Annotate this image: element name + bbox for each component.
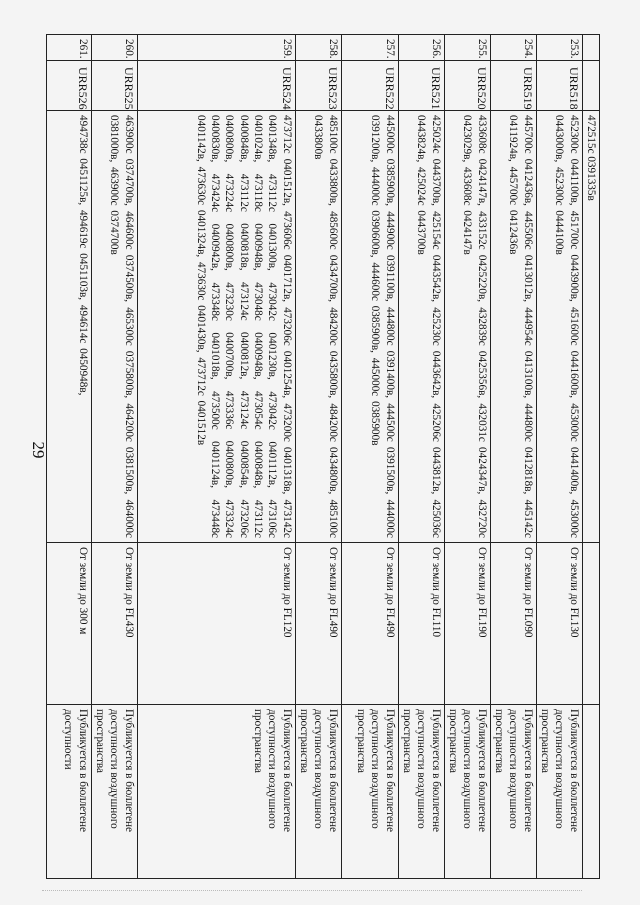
table-row [341, 35, 398, 879]
continuation-row [582, 35, 599, 879]
altitude-limits: От земли до FL190 [444, 543, 490, 705]
zone-coordinates: 452300с 0441100в, 451700с 0443900в, 451600с 0441600в, 453000с 0441400в, 453000с 0443000в, 452300с 0444100в [536, 111, 582, 543]
zone-code: URR525 [91, 61, 137, 111]
table-row [536, 35, 582, 879]
altitude-limits: От земли до FL130 [536, 543, 582, 705]
zone-code: URR523 [295, 61, 341, 111]
zone-coordinates: 445700с 0412436в, 445506с 0413012в, 444954с 0413100в, 444800с 0412818в, 445142с 0411924в, 445700с 0412436в [490, 111, 536, 543]
zone-code: URR518 [536, 61, 582, 111]
row-number: 255. [444, 35, 490, 61]
table-row [444, 35, 490, 879]
zone-coordinates: 485100с 0433800в, 485600с 0434700в, 484200с 0435800в, 484200с 0434800в, 485100с 0433800в [295, 111, 341, 543]
altitude-limits: От земли до FL490 [295, 543, 341, 705]
publication-note: Публикуется в бюллетене доступности воздушного пространства [137, 705, 295, 879]
zone-code: URR522 [341, 61, 398, 111]
zone-code: URR524 [137, 61, 295, 111]
zone-coordinates: 445000с 0385900в, 444900с 0391100в, 444800с 0391400в, 444500с 0391500в, 444000с 0391200в, 444000с 0390600в, 444600с 0385900в, 445000с 0385900в [341, 111, 398, 543]
publication-note: Публикуется в бюллетене доступности [46, 705, 91, 879]
altitude-limits: От земли до 300 м [46, 543, 91, 705]
zone-coordinates: 473712с 0401512в, 473606с 0401712в, 473206с 0401254в, 473200с 0401318в, 473142с 0401348в, 473112с 0401300в, 473042с 0401230в, 473042с 0401112в, 473106с 0401024в, 473118с 0400948в, 473048с 0400948в, 473054с 0400848в, 473112с 0400848в, 473112с 0400818в, 473124с 0400812в, 473124с 0400854в, 473206с 0400800в, 473224с 0400800в, 473230с 0400700в, 473336с 0400800в, 473324с 0400830в, 473424с 0400942в, 473348с 0401018в, 473500с 0401124в, 473448с 0401142в, 473630с 0401324в, 473630с 0401430в, 473712с 0401512в [137, 111, 295, 543]
publication-note: Публикуется в бюллетене доступности воздушного пространства [91, 705, 137, 879]
table-row [91, 35, 137, 879]
row-number: 258. [295, 35, 341, 61]
row-number: 260. [91, 35, 137, 61]
zone-coordinates: 494738с 0451125в, 494619с 0451103в, 494614с 0450948в, [46, 111, 91, 543]
rotated-table-wrapper [62, 34, 600, 878]
row-number: 254. [490, 35, 536, 61]
altitude-limits: От земли до FL430 [91, 543, 137, 705]
publication-note: Публикуется в бюллетене доступности воздушного пространства [536, 705, 582, 879]
continuation-coords: 472515с 0391335в [582, 111, 599, 543]
publication-note: Публикуется в бюллетене доступности воздушного пространства [398, 705, 444, 879]
publication-note: Публикуется в бюллетене доступности воздушного пространства [444, 705, 490, 879]
zone-code: URR519 [490, 61, 536, 111]
row-number: 256. [398, 35, 444, 61]
publication-note: Публикуется в бюллетене доступности воздушного пространства [295, 705, 341, 879]
table-row [398, 35, 444, 879]
altitude-limits: От земли до FL110 [398, 543, 444, 705]
publication-note: Публикуется в бюллетене доступности воздушного пространства [490, 705, 536, 879]
publication-note: Публикуется в бюллетене доступности воздушного пространства [341, 705, 398, 879]
table-row [137, 35, 295, 879]
zone-coordinates: 463900с 0374700в, 464600с 0374500в, 465300с 0375800в, 464200с 0381500в, 464000с 0381000в, 463900с 0374700в [91, 111, 137, 543]
row-number: 261. [46, 35, 91, 61]
altitude-limits: От земли до FL090 [490, 543, 536, 705]
row-number: 259. [137, 35, 295, 61]
table-row [46, 35, 91, 879]
zone-coordinates: 425024с 0443700в, 425154с 0443542в, 425230с 0443642в, 425206с 0443812в, 425036с 0443824в, 425024с 0443700в [398, 111, 444, 543]
table-body [46, 35, 599, 879]
airspace-table [46, 34, 600, 879]
row-number: 253. [536, 35, 582, 61]
altitude-limits: От земли до FL120 [137, 543, 295, 705]
zone-code: URR520 [444, 61, 490, 111]
zone-code: URR526 [46, 61, 91, 111]
row-number: 257. [341, 35, 398, 61]
bottom-edge-divider [42, 890, 582, 891]
zone-code: URR521 [398, 61, 444, 111]
page-number: 29 [29, 441, 48, 459]
table-row [295, 35, 341, 879]
altitude-limits: От земли до FL490 [341, 543, 398, 705]
table-row [490, 35, 536, 879]
zone-coordinates: 433608с 0424147в, 433152с 0425220в, 432839с 0425356в, 432031с 0424347в, 432720с 0423029в, 433608с 0424147в [444, 111, 490, 543]
